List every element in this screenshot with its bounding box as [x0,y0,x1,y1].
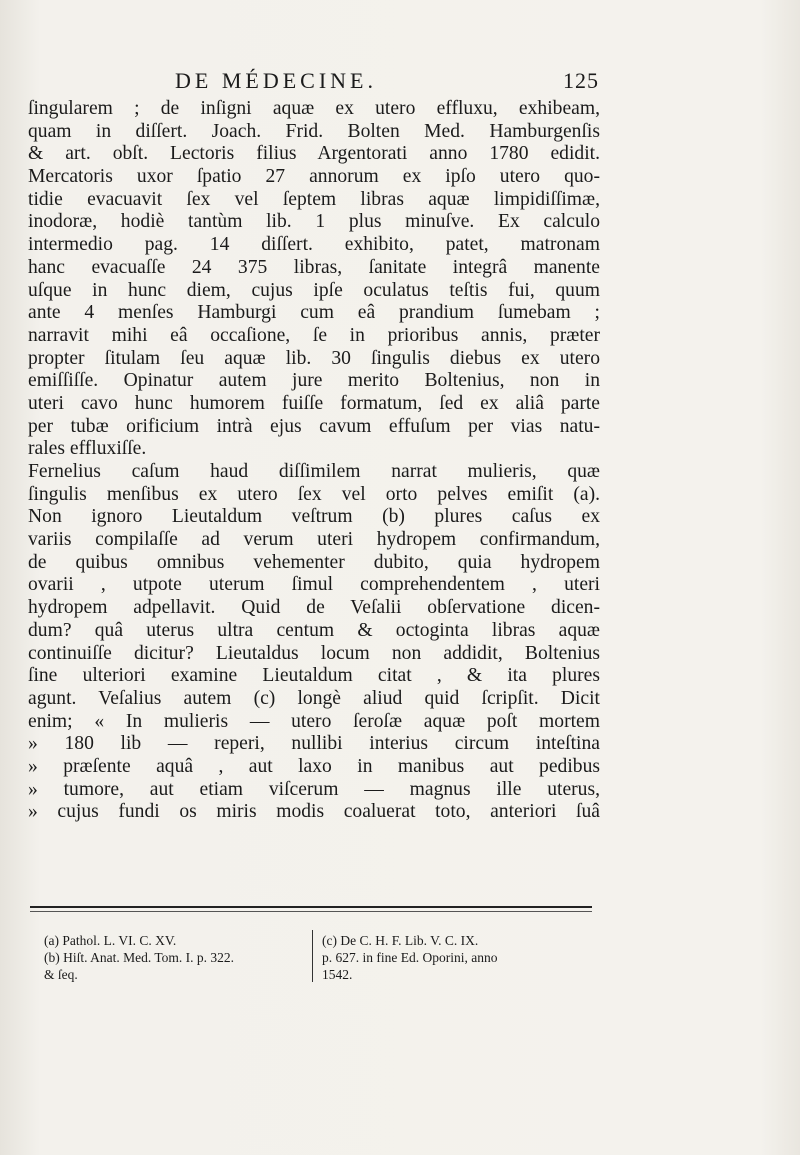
text-line: tidie evacuavit ſex vel ſeptem libras aquæ limpidiſſimæ, [28,188,600,210]
text-line: narravit mihi eâ occaſione, ſe in prioribus annis, præter [28,324,600,346]
footnote-line: & ſeq. [44,967,78,982]
footnote-column-divider [312,930,313,982]
text-line: » 180 lib — reperi, nullibi interius circum inteſtina [28,733,600,755]
footnote-line: p. 627. in fine Ed. Oporini, anno [322,950,498,965]
text-line: intermedio pag. 14 diſſert. exhibito, patet, matronam [28,234,600,256]
footnote-line: 1542. [322,967,353,982]
footnotes-left-column [44,932,306,983]
running-header [175,68,600,100]
text-line: ante 4 menſes Hamburgi cum eâ prandium ſumebam ; [28,302,600,324]
text-line: » cujus fundi os miris modis coaluerat toto, anteriori ſuâ [28,801,600,823]
text-line: hanc evacuaſſe 24 375 libras, ſanitate integrâ manente [28,256,600,278]
text-line: per tubæ orificium intrà ejus cavum effuſum per vias natu- [28,415,600,437]
text-line: Non ignoro Lieutaldum veſtrum (b) plures caſus ex [28,506,600,528]
text-line: hydropem adpellavit. Quid de Veſalii obſervatione dicen- [28,597,600,619]
text-line: dum? quâ uterus ultra centum & octoginta libras aquæ [28,619,600,641]
text-line: continuiſſe dicitur? Lieutaldus locum non addidit, Boltenius [28,642,600,664]
text-line: Mercatoris uxor ſpatio 27 annorum ex ipſo utero quo- [28,166,600,188]
text-line: agunt. Veſalius autem (c) longè aliud quid ſcripſit. Dicit [28,687,600,709]
text-line: propter ſitulam ſeu aquæ lib. 30 ſingulis diebus ex utero [28,347,600,369]
footnote-line: (b) Hiſt. Anat. Med. Tom. I. p. 322. [44,950,235,965]
footnote-line: (c) De C. H. F. Lib. V. C. IX. [322,933,479,948]
text-line: inodoræ, hodiè tantùm lib. 1 plus minuſve. Ex calculo [28,211,600,233]
text-line: rales effluxiſſe. [28,438,147,460]
text-line: emiſſiſſe. Opinatur autem jure merito Boltenius, non in [28,370,600,392]
text-line: enim; « In mulieris — utero ſeroſæ aquæ poſt mortem [28,710,600,732]
main-text-block [28,98,600,824]
text-line: quam in diſſert. Joach. Frid. Bolten Med. Hamburgenſis [28,120,600,142]
text-line: & art. obſt. Lectoris filius Argentorati anno 1780 edidit. [28,143,600,165]
page-number: 125 [563,68,599,93]
text-line: ſingularem ; de inſigni aquæ ex utero effluxu, exhibeam, [28,98,600,119]
footnotes-right-column [322,932,602,983]
footnote-rule [30,906,592,908]
text-line: ovarii , utpote uterum ſimul comprehendentem , uteri [28,574,600,596]
text-line: ſine ulteriori examine Lieutaldum citat , & ita plures [28,665,600,687]
text-line: de quibus omnibus vehementer dubito, quia hydropem [28,551,600,573]
footnote-line: (a) Pathol. L. VI. C. XV. [44,933,177,948]
text-line: variis compilaſſe ad verum uteri hydropem confirmandum, [28,529,600,551]
text-line: uteri cavo hunc humorem fuiſſe formatum, ſed ex aliâ parte [28,392,600,414]
text-line: » præſente aquâ , aut laxo in manibus aut pedibus [28,755,600,777]
text-line: » tumore, aut etiam viſcerum — magnus ille uterus, [28,778,600,800]
text-line: ſingulis menſibus ex utero ſex vel orto pelves emiſit (a). [28,483,600,505]
text-line: uſque in hunc diem, cujus ipſe oculatus teſtis fui, quum [28,279,600,301]
running-title: DE MÉDECINE. [175,68,377,93]
footnote-rule-thin [30,911,592,912]
text-line: Fernelius caſum haud diſſimilem narrat mulieris, quæ [28,461,600,482]
